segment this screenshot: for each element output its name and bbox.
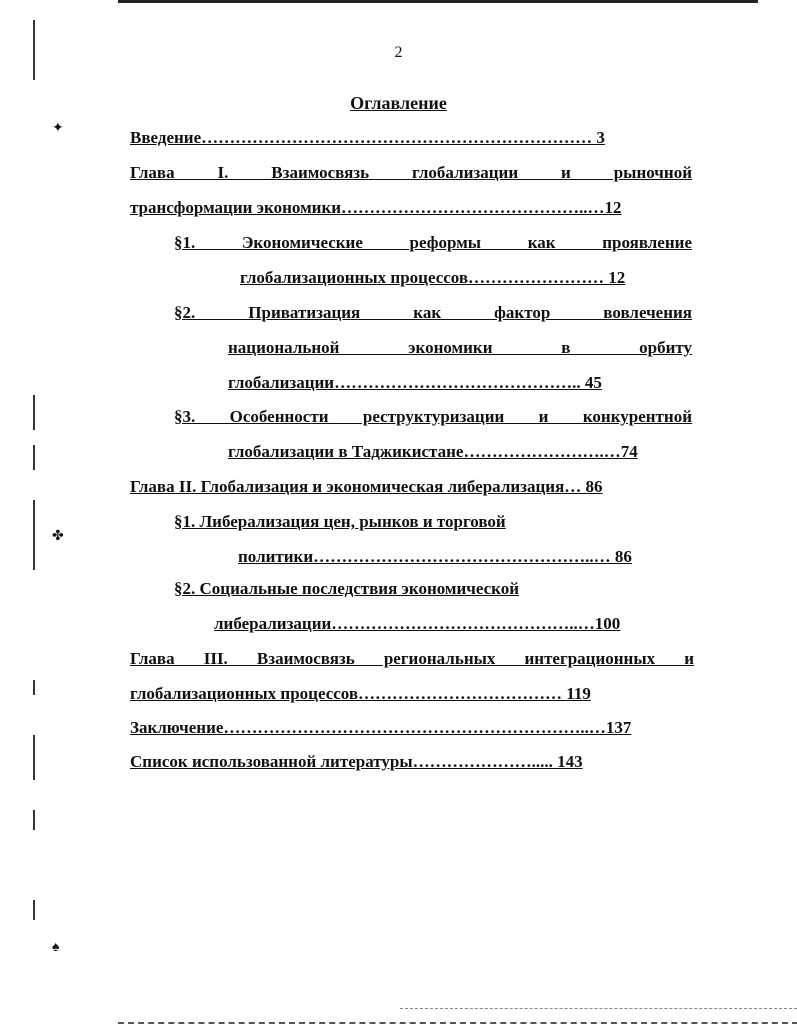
toc-entry-section-2-2-text: либерализации……………………………………..…100	[214, 614, 621, 633]
toc-entry-section-1-3: §3. Особенности реструктуризации и конкурентной	[174, 407, 692, 426]
toc-entry-chapter-1-cont: трансформации экономики……………………………………..…12	[130, 198, 622, 217]
scan-mark-icon: ♠	[52, 940, 60, 955]
scan-left-edge	[33, 445, 35, 470]
toc-entry-chapter-1: Глава I. Взаимосвязь глобализации и рыночной	[130, 163, 692, 182]
scan-left-edge	[33, 810, 35, 830]
scan-top-edge	[118, 0, 758, 3]
toc-entry-section-2-2-cont	[174, 614, 692, 634]
toc-entry-section-1-1-cont: глобализационных процессов…………………… 12	[240, 268, 626, 287]
toc-entry-section-1-3-cont: глобализации в Таджикистане…………………….…74	[228, 442, 638, 461]
toc-entry-section-2-1-cont	[174, 547, 692, 567]
scan-mark-icon: ✦	[52, 121, 64, 136]
toc-entry-chapter-3: Глава III. Взаимосвязь региональных интеграционных и	[130, 649, 694, 668]
toc-entry-section-2-2: §2. Социальные последствия экономической	[174, 579, 520, 598]
toc-entry-chapter-3-cont: глобализационных процессов……………………………… 119	[130, 684, 591, 703]
toc-entry-section-1-1: §1. Экономические реформы как проявление	[174, 233, 692, 252]
toc-entry-introduction: Введение…………………………………………………………… 3	[130, 128, 605, 147]
scan-left-edge	[33, 500, 35, 570]
toc-entry-conclusion: Заключение………………………………………………………..…137	[130, 718, 632, 737]
scan-mark-icon: ✤	[52, 529, 64, 544]
toc-entry-bibliography: Список использованной литературы…………………..... 143	[130, 752, 583, 771]
page-number: 2	[394, 44, 403, 61]
toc-entry-section-2-1: §1. Либерализация цен, рынков и торговой	[174, 512, 506, 531]
toc-entry-section-1-2-cont: национальной экономики в орбиту	[228, 338, 692, 357]
toc-entry-section-1-2-cont: глобализации…………………………………….. 45	[228, 373, 602, 392]
scan-left-edge	[33, 395, 35, 430]
scan-left-edge	[33, 735, 35, 780]
scan-bottom-edge	[118, 1022, 797, 1024]
scan-left-edge	[33, 680, 35, 695]
toc-entry-section-2-1-text: политики…………………………………………..… 86	[238, 547, 632, 566]
scan-left-edge	[33, 900, 35, 920]
toc-entry-chapter-2: Глава II. Глобализация и экономическая либерализация… 86	[130, 477, 603, 496]
scan-bottom-edge	[400, 1008, 797, 1009]
page-title: Оглавление	[350, 93, 447, 113]
toc-entry-section-1-2: §2. Приватизация как фактор вовлечения	[174, 303, 692, 322]
